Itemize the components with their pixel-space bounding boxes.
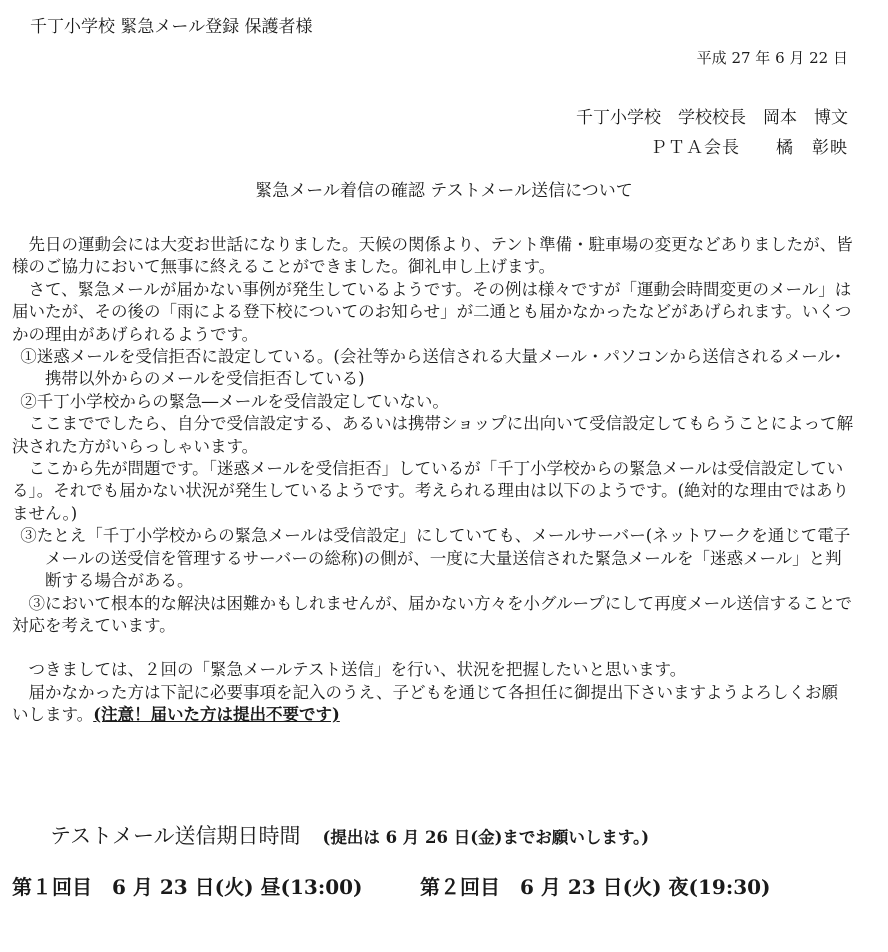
document-date: 平成 27 年 6 月 22 日 — [696, 49, 848, 67]
note-text: (注意！届いた方は提出不要です) — [93, 705, 340, 725]
paragraph-request — [12, 682, 854, 727]
reason-item-1: ①迷惑メールを受信拒否に設定している。(会社等から送信される大量メール・パソコンから送信されるメール･携帯以外からのメールを受信拒否している) — [20, 347, 843, 389]
paragraph-resolved: ここまででしたら、自分で受信設定する、あるいは携帯ショップに出向いて受信設定してもらうことによって解決された方がいらっしゃいます。 — [12, 414, 854, 456]
reason-item-2: ②千丁小学校からの緊急―メールを受信設定していない。 — [20, 391, 449, 411]
sender-pta: ＰＴＡ会長 橘 彰映 — [650, 138, 848, 158]
sender-principal: 千丁小学校 学校校長 岡本 博文 — [576, 108, 848, 128]
document-body — [12, 234, 854, 727]
request-text: 届かなかった方は下記に必要事項を記入のうえ、子どもを通じて各担任に御提出下さいますようよろしくお願いします。 — [12, 682, 838, 725]
document-title: 緊急メール着信の確認 テストメール送信について — [255, 181, 633, 201]
schedule-heading — [50, 820, 649, 850]
paragraph-solution: ③において根本的な解決は困難かもしれませんが、届かない方々を小グループにして再度メール送信することで対応を考えています。 — [12, 593, 852, 635]
paragraph-issue: さて、緊急メールが届かない事例が発生しているようです。その例は様々ですが「運動会時間変更のメール」は届いたが、その後の「雨による登下校についてのお知らせ」が二通とも届かなかったなどがあげられます。いくつかの理由があげられるようです。 — [12, 279, 852, 344]
schedule-first: 第１回目 6 月 23 日(火) 昼(13:00) — [12, 875, 363, 899]
schedule-title: テストメール送信期日時間 — [50, 824, 301, 848]
paragraph-thanks: 先日の運動会には大変お世話になりました。天候の関係より、テント準備・駐車場の変更などありましたが、皆様のご協力において無事に終えることができました。御礼申し上げます。 — [12, 235, 853, 277]
paragraph-test-plan: つきましては、２回の「緊急メールテスト送信」を行い、状況を把握したいと思います。 — [28, 660, 687, 680]
paragraph-problem: ここから先が問題です。「迷惑メールを受信拒否」しているが「千丁小学校からの緊急メールは受信設定している」。それでも届かない状況が発生しているようです。考えられる理由は以下のようです。(絶対的な理由ではありません。) — [12, 459, 850, 523]
reason-item-3: ③たとえ「千丁小学校からの緊急メールは受信設定」にしていても、メールサーバー(ネットワークを通じて電子メールの送受信を管理するサーバーの総称)の側が、一度に大量送信された緊急メールを「迷惑メール」と判断する場合がある。 — [20, 526, 851, 591]
document-header: 千丁小学校 緊急メール登録 保護者様 — [30, 17, 313, 37]
schedule-second: 第２回目 6 月 23 日(火) 夜(19:30) — [420, 875, 771, 899]
schedule-deadline: (提出は 6 月 26 日(金)までお願いします。) — [322, 828, 650, 847]
